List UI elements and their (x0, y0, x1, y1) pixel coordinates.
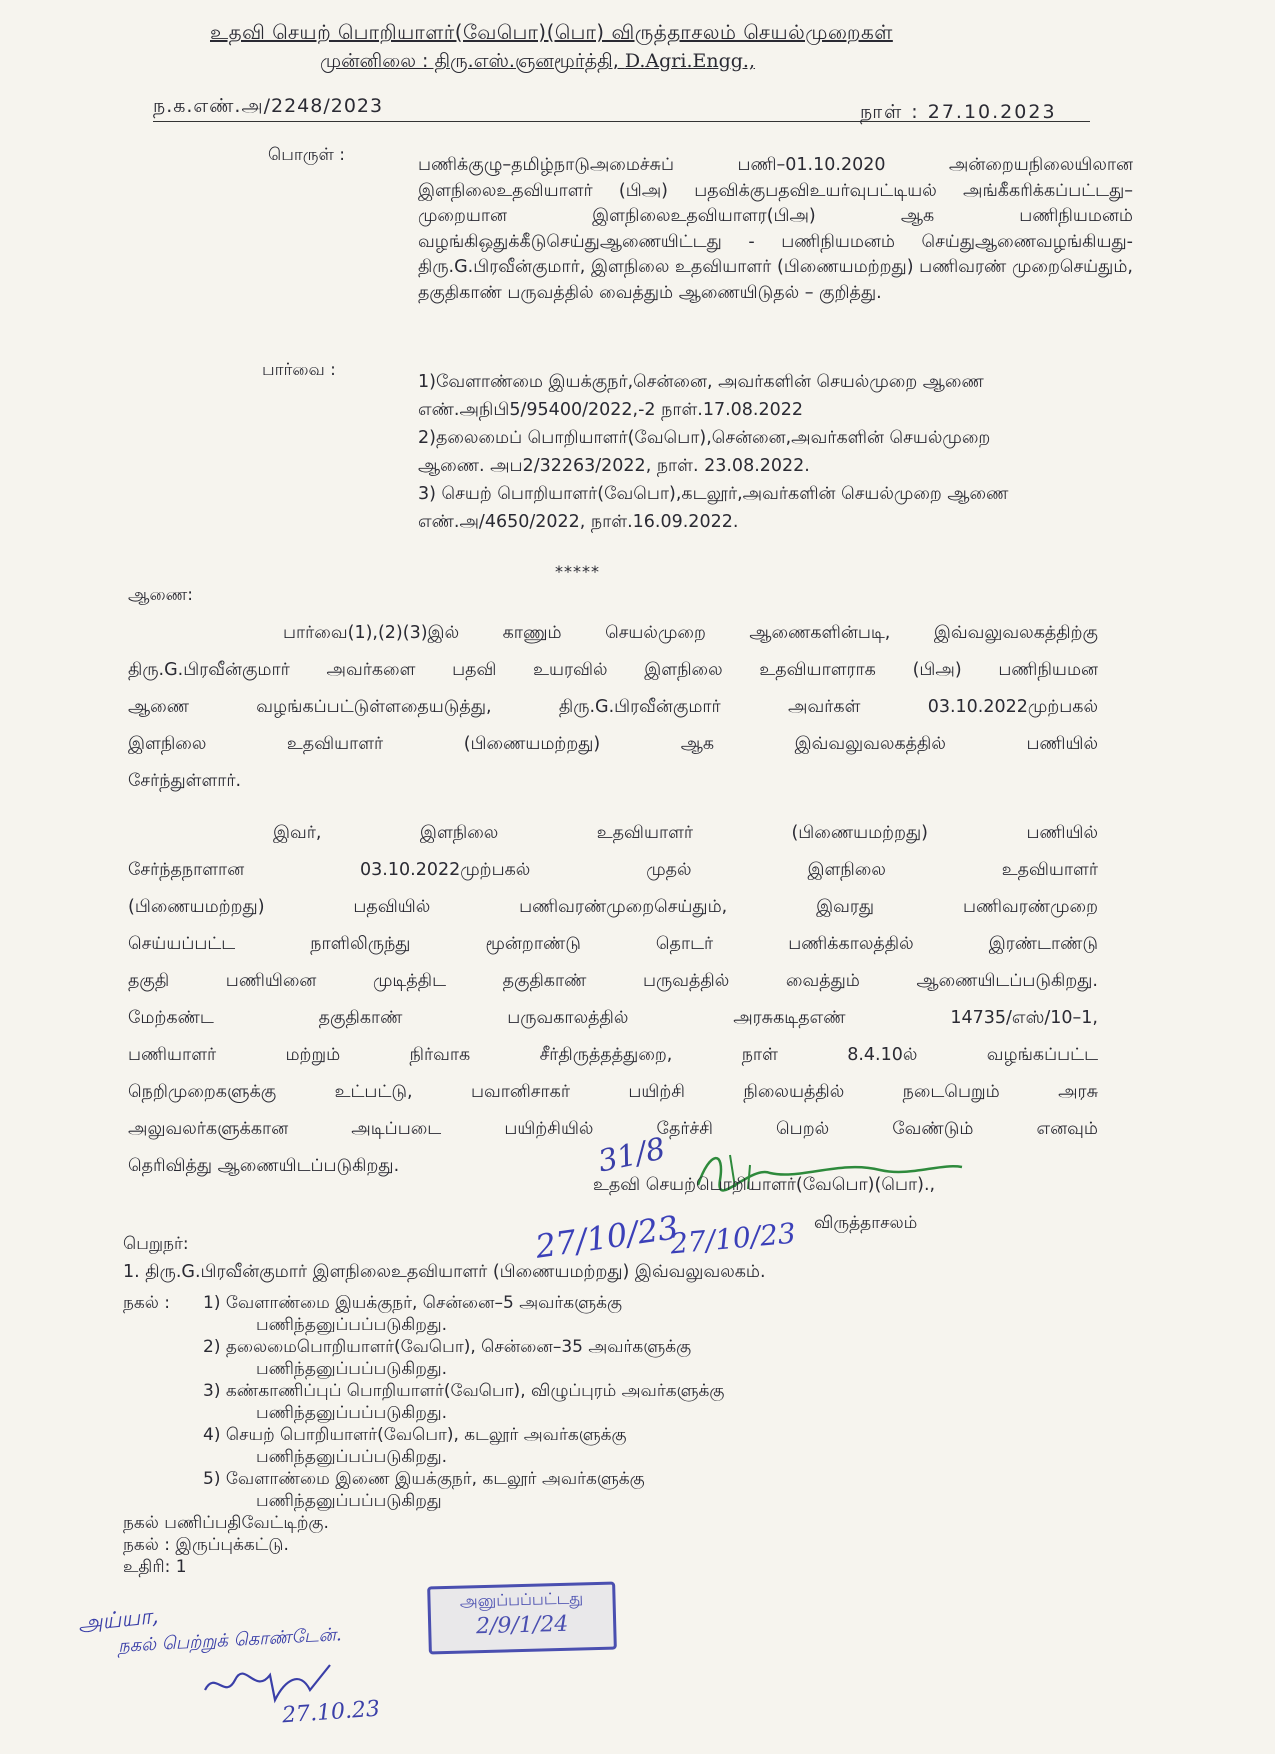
copy-item-line: பணிந்தனுப்பப்படுகிறது. (256, 1403, 448, 1423)
paragraph-line: (பிணையமற்றது) பதவியில் பணிவரண்முறைசெய்தும், இவரது பணிவரண்முறை (128, 897, 1098, 917)
signatory-place: விருத்தாசலம் (814, 1213, 918, 1233)
order-date: நாள் : 27.10.2023 (860, 101, 1057, 123)
recipient-item: 1. திரு.G.பிரவீன்குமார் இளநிலைஉதவியாளர் (பிணையமற்றது) இவ்வலுவலகம். (123, 1262, 766, 1282)
paragraph-line: திரு.G.பிரவீன்குமார் அவர்களை பதவி உயரவில் இளநிலை உதவியாளராக (பிஅ) பணிநியமன (128, 660, 1098, 680)
copy-item-line: பணிந்தனுப்பப்படுகிறது (256, 1491, 442, 1511)
copy-item (203, 1336, 724, 1380)
paragraph-line: பணியாளர் மற்றும் நிர்வாக சீர்திருத்தத்துறை, நாள் 8.4.10ல் வழங்கப்பட்ட (128, 1045, 1098, 1065)
paragraph-line: சேர்ந்துள்ளார். (128, 771, 242, 791)
acknowledgement-signature (200, 1660, 340, 1705)
copy-footer-line: நகல் பணிப்பதிவேட்டிற்கு. (123, 1513, 329, 1533)
paragraph-line: சேர்ந்தநாளான 03.10.2022முற்பகல் முதல் இளநிலை உதவியாளர் (128, 860, 1098, 880)
reference-item: 2)தலைமைப் பொறியாளர்(வேபொ),சென்னை,அவர்களின் செயல்முறை ஆணை. அப2/32263/2022, நாள். 23.08.2022. (418, 428, 991, 476)
subject-label: பொருள் : (268, 145, 345, 165)
handwritten-note-date: 27.10.23 (281, 1696, 381, 1729)
stamp-label: அனுப்பப்பட்டது (459, 1588, 584, 1611)
handwritten-date: 27/10/23 (533, 1208, 681, 1266)
handwritten-initial: 31/8 (595, 1131, 669, 1180)
separator-stars: ***** (555, 562, 600, 581)
copy-item-line: பணிந்தனுப்பப்படுகிறது. (256, 1315, 448, 1335)
reference-item: 1)வேளாண்மை இயக்குநர்,சென்னை, அவர்களின் செயல்முறை ஆணை எண்.அநிபி5/95400/2022,-2 நாள்.17.08.2022 (418, 372, 984, 420)
copy-item-line: 3) கண்காணிப்புப் பொறியாளர்(வேபொ), விழுப்புரம் அவர்களுக்கு (203, 1381, 725, 1401)
copy-footer-line: நகல் : இருப்புக்கட்டு. (123, 1535, 289, 1555)
paragraph-line: தகுதி பணியினை முடித்திட தகுதிகாண் பருவத்தில் வைத்தும் ஆணையிடப்படுகிறது. (128, 971, 1098, 991)
reference-list (418, 368, 1058, 536)
recipients-label: பெறுநர்: (123, 1234, 189, 1254)
dispatch-stamp (427, 1582, 617, 1655)
paragraph-line: செய்யப்பட்ட நாளிலிருந்து மூன்றாண்டு தொடர் பணிக்காலத்தில் இரண்டாண்டு (128, 934, 1098, 954)
order-paragraph-2 (128, 815, 1098, 1185)
reference-number: ந.க.எண்.அ/2248/2023 (153, 95, 384, 117)
paragraph-line: பார்வை(1),(2)(3)இல் காணும் செயல்முறை ஆணைகளின்படி, இவ்வலுவலகத்திற்கு (283, 623, 1098, 643)
copy-item (203, 1468, 724, 1512)
paragraph-line: தெரிவித்து ஆணையிடப்படுகிறது. (128, 1156, 400, 1176)
paragraph-line: நெறிமுறைகளுக்கு உட்பட்டு, பவானிசாகர் பயிற்சி நிலையத்தில் நடைபெறும் அரசு (128, 1082, 1098, 1102)
copy-list (203, 1292, 724, 1512)
presence-name: முன்னிலை : திரு.எஸ்.ஞனமூர்த்தி, (320, 50, 625, 72)
copy-item-line: 1) வேளாண்மை இயக்குநர், சென்னை–5 அவர்களுக்கு (203, 1293, 622, 1313)
copy-item (203, 1292, 724, 1336)
copy-footer (123, 1512, 329, 1578)
office-header-line: உதவி செயற் பொறியாளர்(வேபொ)(பொ) விருத்தாசலம் செயல்முறைகள் (210, 20, 893, 44)
paragraph-line: அலுவலர்களுக்கான அடிப்படை பயிற்சியில் தேர்ச்சி பெறல் வேண்டும் எனவும் (128, 1119, 1098, 1139)
signatory-title: உதவி செயற்பொறியாளர்(வேபொ)(பொ)., (593, 1175, 936, 1195)
order-paragraph-1 (128, 615, 1098, 800)
copy-item (203, 1380, 724, 1424)
handwritten-note-line: அய்யா, (76, 1603, 160, 1638)
copy-item-line: 5) வேளாண்மை இணை இயக்குநர், கடலூர் அவர்களுக்கு (203, 1469, 645, 1489)
reference-item: 3) செயற் பொறியாளர்(வேபொ),கடலூர்,அவர்களின் செயல்முறை ஆணை எண்.அ/4650/2022, நாள்.16.09.2022. (418, 484, 1009, 532)
order-label: ஆணை: (128, 585, 193, 605)
paragraph-line: இளநிலை உதவியாளர் (பிணையமற்றது) ஆக இவ்வலுவலகத்தில் பணியில் (128, 734, 1098, 754)
copy-item-line: பணிந்தனுப்பப்படுகிறது. (256, 1359, 448, 1379)
copy-item-line: 2) தலைமைபொறியாளர்(வேபொ), சென்னை–35 அவர்களுக்கு (203, 1337, 692, 1357)
copy-item (203, 1424, 724, 1468)
handwritten-note-line: நகல் பெற்றுக் கொண்டேன். (117, 1624, 343, 1657)
signature-stroke (205, 1665, 330, 1700)
copy-label: நகல் : (123, 1293, 171, 1313)
paragraph-line: இவர், இளநிலை உதவியாளர் (பிணையமற்றது) பணியில் (273, 823, 1098, 843)
copy-item-line: பணிந்தனுப்பப்படுகிறது. (256, 1447, 448, 1467)
presence-degree: D.Agri.Engg., (624, 50, 756, 72)
presence-line (320, 50, 755, 75)
handwritten-date: 27/10/23 (668, 1216, 797, 1261)
paragraph-line: மேற்கண்ட தகுதிகாண் பருவகாலத்தில் அரசுகடிதஎண் 14735/எஸ்/10–1, (128, 1008, 1098, 1028)
reference-label: பார்வை : (262, 360, 336, 380)
stamp-date: 2/9/1/24 (475, 1611, 569, 1640)
subject-text: பணிக்குழு–தமிழ்நாடுஅமைச்சுப் பணி–01.10.2020 அன்றையநிலையிலான இளநிலைஉதவியாளர் (பிஅ) பதவிக்குபதவிஉயர்வுபட்டியல் அங்கீகரிக்கப்பட்டது– முறையான இளநிலைஉதவியாளர(பிஅ) ஆக பணிநியமனம் வழங்கிஒதுக்கீடுசெய்துஆணையிட்டது - பணிநியமனம் செய்துஆணைவழங்கியது- திரு.G.பிரவீன்குமார், இளநிலை உதவியாளர் (பிணையமற்றது) பணிவரண் முறைசெய்தும், தகுதிகாண் பருவத்தில் வைத்தும் ஆணையிடுதல் – குறித்து. (418, 155, 1133, 303)
copy-footer-line: உதிரி: 1 (123, 1557, 187, 1577)
paragraph-line: ஆணை வழங்கப்பட்டுள்ளதையடுத்து, திரு.G.பிரவீன்குமார் அவர்கள் 03.10.2022முற்பகல் (128, 697, 1098, 717)
copy-item-line: 4) செயற் பொறியாளர்(வேபொ), கடலூர் அவர்களுக்கு (203, 1425, 627, 1445)
